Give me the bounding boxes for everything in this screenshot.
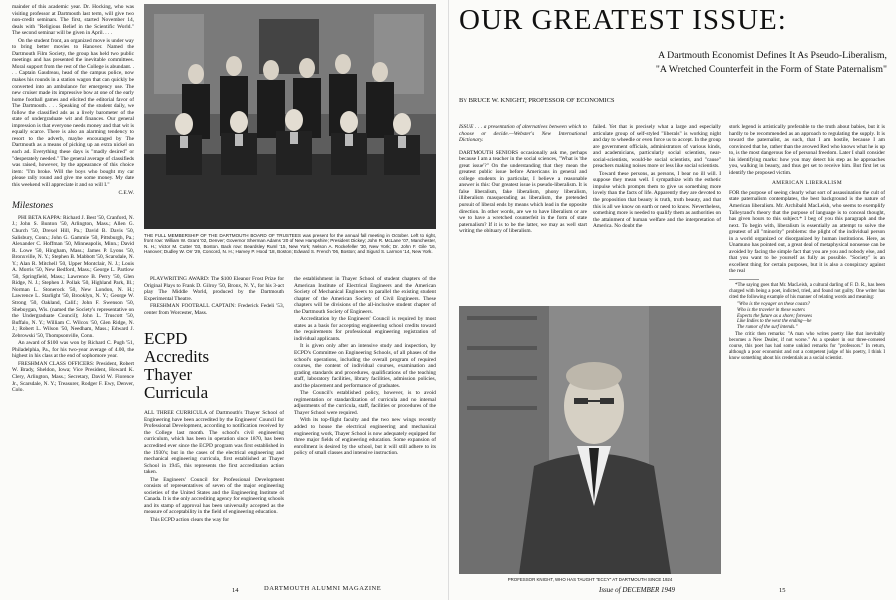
- column-paragraph: ALL THREE CURRICULA of Dartmouth's Thayer School of Engineering have been accredited by the Engineers' Council for Professional Development, according to notification received by the College last month. The school's civil engineering curriculum, which has been in operation since 1870, has been accredited ever since the ECPD program was first established in the 1930's; but in the cases of the electrical engineering and mechanical engineering curricula, first established at Thayer School in 1945, this represents the first accreditation action taken.: [144, 410, 284, 476]
- section-heading: AMERICAN LIBERALISM: [771, 180, 843, 187]
- column-paragraph: DARTMOUTH SENIORS occasionally ask me, perhaps because I am a teacher in the social sciences, "What is 'the great issue'?" On the understanding that they mean the greatest public issue before Americans in general and college students in particular, I believe a reasonable answer is this: Our greatest issue is pseudo-liberalism. It is false liberalism, fake liberalism, phony liberalism, illiberalism masquerading as liberalism, the pretended pursuit of liberal ends by means which lead in the opposite direction. In other words, are we to have liberalism or are we to have a wretched counterfeit in the form of state paternalism? If it is to be the latter, we may as well start writing the obituary of liberalism.: [459, 149, 587, 235]
- footnote-paragraph: The critic then remarks: "A man who writes poetry like that inevitably becomes a New Dealer, if not worse." As a speaker in our three-cornered course, this poet has had some unkind remarks for "professors." In return, although a poor economist and not a competent judge of his poetry, I think I know something about his credentials as a social scientist.: [729, 332, 885, 361]
- column-paragraph: failed. Yet that is precisely what a large and especially articulate group of self-styled "liberals" is working night and day to wheedle or even force us to accept. In the group are government officials, administrators of various kinds, and academicians, particularly social scientists, near-social-scientists, would-be social scientists, and "cause" preachers making noises more or less like social scientists.: [593, 124, 721, 170]
- left-column-3: [294, 276, 436, 578]
- ecpd-headline: ECPD Accredits Thayer Curricula: [144, 329, 210, 403]
- column-paragraph: The Engineers' Council for Professional Development consists of representatives of seven of the major engineering societies of the United States and the Engineering Institute of Canada. It is the only accrediting agency for engineering schools and its stamp of approval has been universally accepted as the measure of acceptability in the field of engineering education.: [144, 476, 284, 516]
- epigraph: ISSUE . . . a presentation of alternatives between which to choose or decide.—Webster's New International Dictionary.: [459, 124, 587, 144]
- signature: C.E.W.: [118, 190, 134, 197]
- column-paragraph: An award of $100 was won by Richard C. Pugh '51, Philadelphia, Pa., for his two-year average of 4.00, the highest in his class at the end of sophomore year.: [12, 340, 134, 360]
- professor-photo: [459, 306, 721, 574]
- right-column-2: [593, 124, 721, 300]
- right-column-3: [729, 124, 885, 578]
- footnote-divider: [729, 279, 759, 280]
- column-paragraph: FRESHMAN FOOTBALL CAPTAIN: Frederick Fedeli '53, center from Worcester, Mass.: [144, 303, 284, 316]
- professor-photo-caption: PROFESSOR KNIGHT, WHO HAS TAUGHT "ECCY" AT DARTMOUTH SINCE 1924: [507, 577, 673, 582]
- page-number-right: 15: [779, 587, 786, 594]
- right-page: [448, 0, 896, 600]
- column-paragraph: The Council's established policy, however, is to avoid regimentation or standardization of curricula and no internal adjustments of the curricula, staff, facilities or procedures of the Thayer School were required.: [294, 390, 436, 416]
- milestones-heading: Milestones: [12, 200, 54, 211]
- article-subtitle-line-1: A Dartmouth Economist Defines It As Pseudo-Liberalism,: [658, 50, 887, 61]
- column-paragraph: Accreditation by the Engineers' Council is required by most states as a basis for accepting engineering school credits toward the requirements for professional engineering registration of individual applicants.: [294, 316, 436, 342]
- column-paragraph: This ECPD action clears the way for: [150, 517, 230, 524]
- footnote: [729, 283, 885, 362]
- page-number-left: 14: [232, 587, 239, 594]
- column-paragraph: On the student front, an organized move is under way to bring better movies to Hanover. Named the Dartmouth Film Society, the group has held two public meetings and has presented the inevitable committees. Moral support from the rest of the College is abundant. . . . Captain Gaudreau, head of the campus police, now makes his rounds in a station wagon that can quickly be converted into an ambulance for emergency use. The new cruiser made its impressive bow at one of the early home football games and elicited the editorial favor of The Dartmouth. . . . Speaking of the student daily, we follow the classified ads as a lively barometer of the state of undergraduate wit and finances. Our general impression is that everyone needs money and that wit is equally scarce. There is also an alarming tendency to resort to the adverb, maybe encouraged by The Dartmouth as a means of picking up an extra nickel on each ad. Everything these days is "madly desired" or "desperately needed." The general average of classifieds was raised, however, by the appearance of this choice item: "I'm broke. Will the boys who bought my car please rally round and give me some money. My date this weekend will appreciate it and so will I.": [12, 37, 134, 188]
- column-paragraph: It is given only after an intensive study and inspection, by ECPD's Committee on Engineering Schools, of all phases of the school's operations, including the overall program of required courses, the content of individual courses, examination and grading standards and procedures, qualifications of the teaching staff, laboratory facilities, library facilities, admission policies, and the placement and performance of graduates.: [294, 343, 436, 389]
- article-byline: By BRUCE W. KNIGHT, PROFESSOR OF ECONOMICS: [459, 97, 615, 104]
- footnote-paragraph: *The saying goes that Mr. MacLeish, a cultural darling of F. D. R., has been charged with being a poet, indicted, tried, and found not guilty. One writer has cited the following example of his manner of relating words and meaning:: [729, 283, 885, 300]
- column-paragraph: FOR the purpose of seeing clearly what sort of assassination the cult of state paternalism contemplates, the best background is the nature of American liberalism. Mr. Archibald MacLeish, who seems to exemplify Talleyrand's theory that the purpose of language is to conceal thought, has given hours to this subject.* I beg of you this paragraph and the next. To begin with, liberalism is essentially an attempt to solve the greatest of all "minority" problems: the plight of the individual person in a world organized or disorganized by human institutions. Here, as Unamuno has pointed out, a great deal of metaphysical nonsense can be avoided by facing the simple fact that you are you and nobody else, and that you want to be yourself as fully as possible. "Society" is an excellent thing for certain purposes, but it is also a conspiracy against the real: [729, 189, 885, 275]
- column-paragraph: PLAYWRITING AWARD: The $100 Eleanor Frost Prize for Original Plays to Frank D. Gilroy '50, Bronx, N. Y., for his 3-act play The Middle World, produced by the Dartmouth Experimental Theatre.: [144, 276, 284, 302]
- column-paragraph: stork legend is artistically preferable to the truth about babies, but it is hardly to be recommended as an approach to regulating the supply. It is toward the paternalist, as such, that I am hostile, because I am convinced that he, rather than the avowed Red who knows what he is up to, is the most dangerous foe of personal freedom. Later I shall consider his identifying marks: how you may detect his step as he approaches you, walking in beauty, and thus get set to receive him. But first let us identify the proposed victim.: [729, 124, 885, 176]
- column-paragraph: PHI BETA KAPPA: Richard J. Best '50, Cranford, N. J.; John S. Bunton '50, Arlington, Mass.; Allen G. Church '50, Drexel Hill, Pa.; David B. Davis '50, Salisbury, Conn.; John G. Gammie '50, Pittsburgh, Pa.; Alexander C. Hoffman '50, Minneapolis, Minn.; David R. Lowe '50, Hingham, Mass.; James P. Lyons '50, Bronxville, N. Y.; Stephen B. Mabbott '50, Scarsdale, N. Y.; Alan R. Mitchell '50, Upper Montclair, N. J.; Louis A. Morris '50, New Bedford, Mass.; George L. Partlow '50, Springfield, Mass.; Lawrence B. Perry '50, Glen Ridge, N. J.; Stephen J. Pollak '50, Highland Park, Ill.; Norman L. Stonerock '50, New London, N. H.; Lawrence L. Starlight '50, Brooklyn, N. Y.; George W. Strong '50, Oakland, Calif.; John F. Swenson '50, Sheboygan, Wis. (named the Society's representative on the Undergraduate Council); John L. Truscott '50, Buffalo, N. Y.; William C. Wilcox '50, Glen Ridge, N. J.; Robert L. Wilson '50, Needham, Mass.; Edward J. Zebrowski '50, Thompsonville, Conn.: [12, 214, 134, 339]
- article-subtitle-line-2: "A Wretched Counterfeit in the Form of State Paternalism": [655, 64, 887, 75]
- left-column-1: [12, 4, 134, 578]
- column-paragraph: FRESHMAN CLASS OFFICERS: President, Robert W. Brady, Sheldon, Iowa; Vice President, Howard K. Clery, Arlington, Mass.; Secretary, David W. Florence Jr., Scarsdale, N. Y.; Treasurer, Rodger F. Ewy, Denver, Colo.: [12, 360, 134, 394]
- footnote-verse: "Who is the voyager on these coasts? Who is the traveler in these waters Expects the future as a shore; foresees Like Indies to the west the ending—he The rumor of the surf intends.": [737, 301, 812, 331]
- trustees-photo-caption: THE FULL MEMBERSHIP OF THE DARTMOUTH BOARD OF TRUSTEES was present for the annual fall meeting in October. Left to right, front row: William W. Grant '02, Denver; Governor Sherman Adams '20 of New Hampshire; President Dickey; John R. McLane '07, Manchester, N. H.; Victor M. Cutter '03, Boston. Back row: Beardsley Ruml '15, New York; Nelson A. Rockefeller '30, New York; Dr. John F. Gile '16, Hanover; Dudley W. Orr '29, Concord, N. H.; Harvey P. Hood '18, Boston; Edward S. French '06, Boston; and Sigurd S. Larmon '14, New York.: [144, 233, 436, 255]
- issue-line: Issue of DECEMBER 1949: [599, 586, 676, 594]
- column-paragraph: the establishment in Thayer School of student chapters of the American Institute of Electrical Engineers and the American Society of Mechanical Engineers to parallel the existing student chapter of the American Society of Civil Engineers. These chapters will be divisions of the all-inclusive student chapter of the Dartmouth Society of Engineers.: [294, 276, 436, 315]
- trustees-photo: [144, 4, 436, 229]
- left-column-2: [144, 276, 284, 578]
- magazine-name: DARTMOUTH ALUMNI MAGAZINE: [264, 585, 382, 592]
- column-paragraph: Toward these persons, as persons, I bear no ill will. I suppose they mean well. I sympathize with the esthetic impulse which prompts them to give us something more lovely than the facts of life. Apparently they are devoted to the proposition that beauty is truth, truth beauty, and that this is all we know on earth or need to know. Nevertheless, something more is needed to qualify them as authorities on the attainment of human welfare and the interpretation of America. No doubt the: [593, 170, 721, 230]
- right-column-1: [459, 124, 587, 300]
- article-title: OUR GREATEST ISSUE:: [459, 4, 787, 36]
- column-paragraph: mainder of this academic year. Dr. Hocking, who was visiting professor at Dartmouth last term, will give two non-credit seminars. The first, started November 14, deals with "Religious Belief in the Scientific World." The second seminar will be given in April. . . .: [12, 4, 134, 37]
- column-paragraph: With its top-flight faculty and the two new wings recently added to house the electrical engineering and mechanical engineering work, Thayer School is now adequately equipped for three major fields of engineering education. Some expansion of enrollment is desired by the school, but it will still adhere to its policy of small classes and intensive instruction.: [294, 417, 436, 457]
